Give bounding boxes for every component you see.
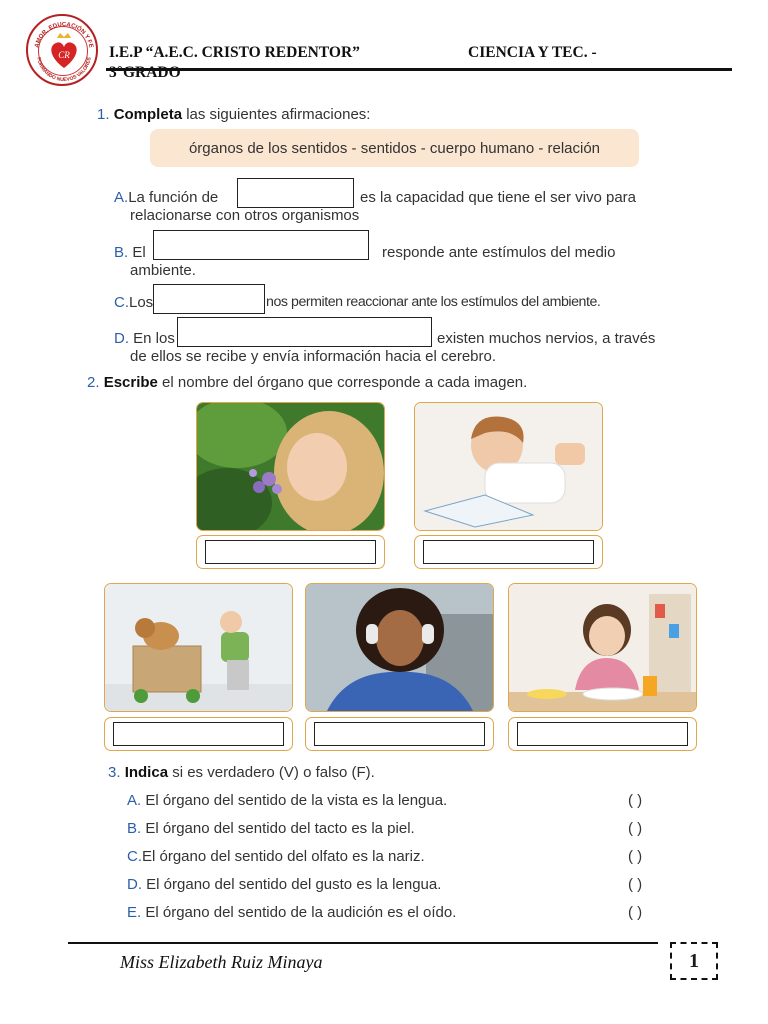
vf-d-text: El órgano del sentido del gusto es la lengua. xyxy=(146,876,442,893)
answer-blank-a[interactable] xyxy=(237,178,354,208)
school-logo xyxy=(26,14,98,86)
vf-item-e xyxy=(127,904,456,921)
vf-item-a xyxy=(127,792,447,809)
answer-blank-c[interactable] xyxy=(153,284,265,314)
vf-b-letter: B. xyxy=(127,820,142,837)
section3-number: 3. xyxy=(108,764,121,781)
vf-b-text: El órgano del sentido del tacto es la piel. xyxy=(145,820,415,837)
vf-a-text: El órgano del sentido de la vista es la lengua. xyxy=(145,792,448,809)
vf-e-text: El órgano del sentido de la audición es el oído. xyxy=(145,904,457,921)
vf-answer-c[interactable]: ( ) xyxy=(628,848,643,865)
item-b-letter: B. xyxy=(114,244,129,261)
answer-box-hearing[interactable] xyxy=(305,717,494,751)
subject-title: CIENCIA Y TEC. - xyxy=(468,44,597,61)
item-c-letter: C. xyxy=(114,294,129,311)
page-number: 1 xyxy=(670,942,718,980)
boy-dog-cart-illustration xyxy=(105,584,293,712)
vf-c-letter: C. xyxy=(127,848,142,865)
section1-verb: Completa xyxy=(113,106,183,123)
vf-d-letter: D. xyxy=(127,876,142,893)
item-c-prefix xyxy=(114,293,153,312)
section1-number: 1. xyxy=(97,106,110,123)
section3-title xyxy=(108,764,375,781)
section2-instruction: el nombre del órgano que corresponde a cada imagen. xyxy=(157,374,528,391)
vf-answer-a[interactable]: ( ) xyxy=(628,792,643,809)
vf-answer-d[interactable]: ( ) xyxy=(628,876,643,893)
answer-box-touch[interactable] xyxy=(104,717,293,751)
section2-verb: Escribe xyxy=(103,374,158,391)
item-d-line2: de ellos se recibe y envía información hacia el cerebro. xyxy=(130,348,497,365)
section2-number: 2. xyxy=(87,374,100,391)
grade-label: 3°GRADO xyxy=(109,64,181,81)
school-name: I.E.P “A.E.C. CRISTO REDENTOR” xyxy=(109,44,360,61)
smelling-flowers-illustration xyxy=(197,403,385,531)
answer-box-taste[interactable] xyxy=(508,717,697,751)
item-c-after: nos permiten reaccionar ante los estímulos del ambiente. xyxy=(266,294,601,310)
answer-box-smell[interactable] xyxy=(196,535,385,569)
answer-box-sight[interactable] xyxy=(414,535,603,569)
item-a-after: es la capacidad que tiene el ser vivo para xyxy=(360,189,637,206)
section3-verb: Indica xyxy=(124,764,169,781)
footer-rule xyxy=(68,942,658,944)
item-d-before: En los xyxy=(133,330,175,347)
teacher-name: Miss Elizabeth Ruiz Minaya xyxy=(120,952,323,972)
logo-emblem xyxy=(28,16,100,88)
section3-instruction: si es verdadero (V) o falso (F). xyxy=(168,764,375,781)
item-b-prefix xyxy=(114,243,146,262)
item-d-after: existen muchos nervios, a través xyxy=(437,330,656,347)
vf-item-d xyxy=(127,876,441,893)
word-bank: órganos de los sentidos - sentidos - cuerpo humano - relación xyxy=(150,129,639,167)
item-a-line2: relacionarse con otros organismos xyxy=(130,207,360,224)
svg-text:CR: CR xyxy=(58,50,70,60)
answer-blank-b[interactable] xyxy=(153,230,369,260)
item-d-letter: D. xyxy=(114,330,129,347)
item-a-before: La función de xyxy=(128,189,219,206)
item-c-before: Los xyxy=(129,294,154,311)
eating-girl-illustration xyxy=(509,584,697,712)
item-a-letter: A. xyxy=(114,189,129,206)
svg-text:AMOR, EDUCACIÓN Y FE: AMOR, EDUCACIÓN Y FE xyxy=(34,21,94,49)
image-sight xyxy=(414,402,603,531)
section1-instruction: las siguientes afirmaciones: xyxy=(182,106,371,123)
vf-answer-b[interactable]: ( ) xyxy=(628,820,643,837)
item-b-before: El xyxy=(132,244,146,261)
answer-blank-d[interactable] xyxy=(177,317,432,347)
reading-boy-illustration xyxy=(415,403,603,531)
section2-title xyxy=(87,374,527,391)
header-rule xyxy=(106,68,732,71)
vf-item-b xyxy=(127,820,415,837)
image-hearing xyxy=(305,583,494,712)
svg-text:FORMANDO NUEVOS VALORES: FORMANDO NUEVOS VALORES xyxy=(35,56,93,84)
image-touch xyxy=(104,583,293,712)
item-d-prefix xyxy=(114,329,175,348)
vf-item-c xyxy=(127,848,425,865)
vf-c-text: El órgano del sentido del olfato es la nariz. xyxy=(142,848,425,865)
item-b-line2: ambiente. xyxy=(130,262,196,279)
vf-a-letter: A. xyxy=(127,792,142,809)
vf-e-letter: E. xyxy=(127,904,142,921)
item-a-prefix xyxy=(114,188,218,207)
vf-answer-e[interactable]: ( ) xyxy=(628,904,643,921)
image-taste xyxy=(508,583,697,712)
headphones-girl-illustration xyxy=(306,584,494,712)
item-b-after: responde ante estímulos del medio xyxy=(382,244,616,261)
section1-title xyxy=(97,106,370,123)
image-smell xyxy=(196,402,385,531)
